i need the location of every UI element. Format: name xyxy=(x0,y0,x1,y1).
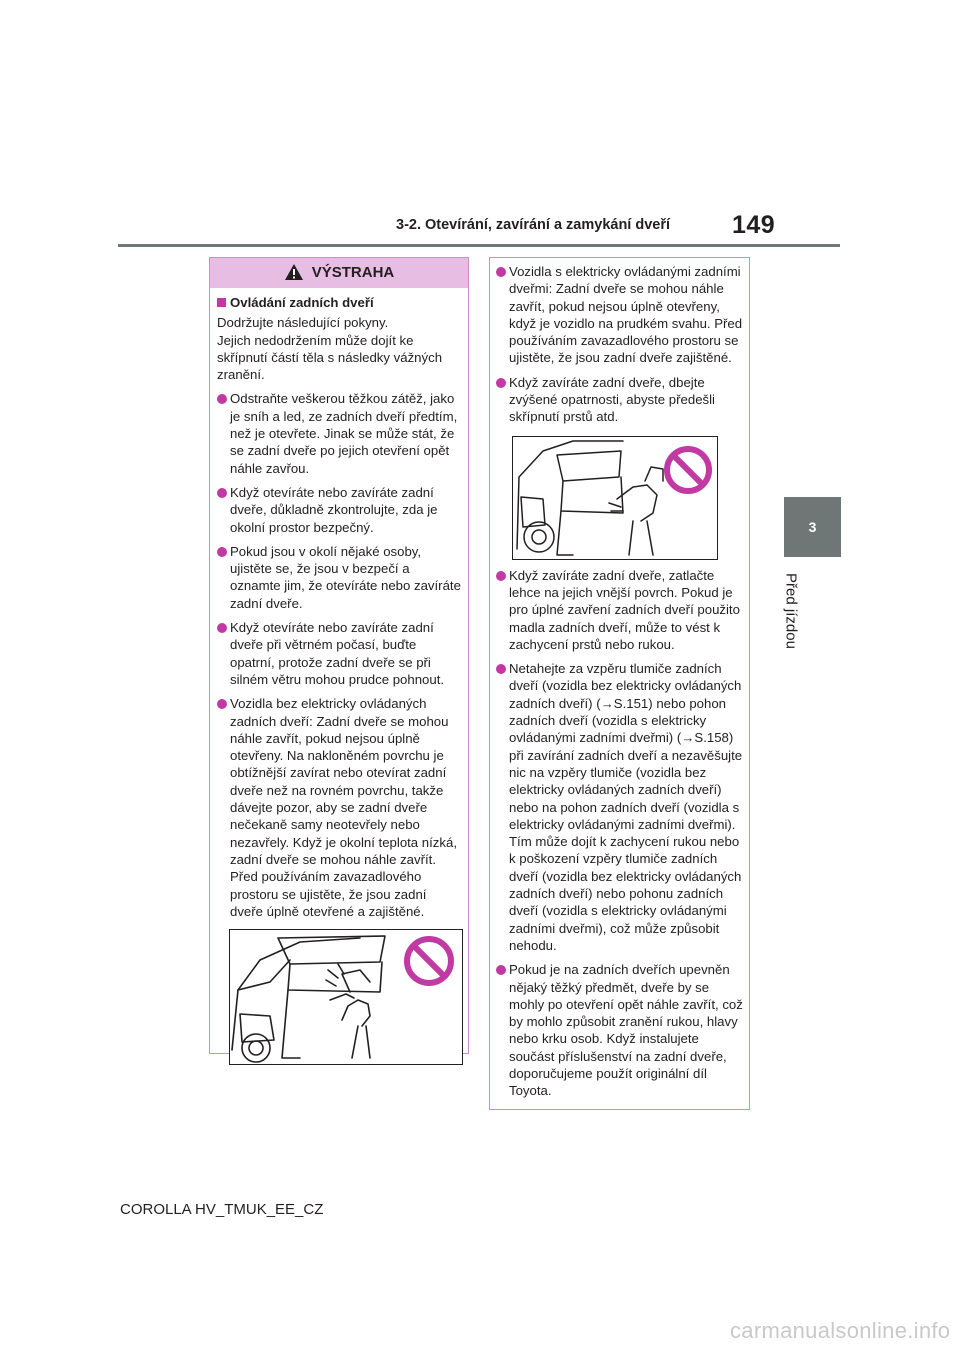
list-item-text: Odstraňte veškerou těžkou zátěž, jako je sníh a led, ze zadních dveří předtím, než je otevřete. Jinak se může stát, že se zadní dveře po jejich otevření opět náhle zavřou. xyxy=(230,391,458,476)
list-item xyxy=(496,660,744,954)
section-title: 3-2. Otevírání, zavírání a zamykání dveří xyxy=(396,217,671,233)
watermark: carmanualsonline.info xyxy=(730,1318,951,1343)
bullet-dot-icon xyxy=(217,394,227,404)
list-item-text: Když otevíráte nebo zavíráte zadní dveře při větrném počasí, buďte opatrní, protože zadní dveře se při silném větru mohou prudce pohnout. xyxy=(230,620,445,687)
car-tailgate-closing-illustration xyxy=(513,437,717,559)
warning-triangle-icon xyxy=(284,263,304,281)
bullet-dot-icon xyxy=(217,623,227,633)
car-tailgate-illustration xyxy=(230,930,462,1064)
bullet-dot-icon xyxy=(217,547,227,557)
bullet-dot-icon xyxy=(496,571,506,581)
list-item-text: Když otevíráte nebo zavíráte zadní dveře, důkladně zkontrolujte, zda je okolní prostor bezpečný. xyxy=(230,484,438,535)
list-item-text: Vozidla bez elektricky ovládaných zadních dveří: Zadní dveře se mohou náhle zavřít, pokud nejsou úplně otevřeny. Na nakloněném povrchu je obtížnější zavírat nebo otevírat zadní dveře než na rovném povrchu, takže dávejte pozor, aby se zadní dveře nečekaně samy neotevřely nebo nezavřely. Když je okolní teplota nízká, zadní dveře se mohou náhle zavřít. Před používáním zavazadlového prostoru se ujistěte, že jsou zadní dveře úplně otevřené a zajištěné. xyxy=(230,696,457,919)
chapter-number: 3 xyxy=(808,519,817,535)
bullet-dot-icon xyxy=(217,488,227,498)
list-item-text: Pokud je na zadních dveřích upevněn nějaký těžký předmět, dveře by se mohly po otevření opět náhle zavřít, což by mohlo způsobit zranění rukou, hlavy nebo krku osob. Když instalujete součást příslušenství na zadní dveře, doporučujeme použít originální díl Toyota. xyxy=(509,962,743,1099)
list-item xyxy=(496,374,744,426)
illustration-car-wind xyxy=(229,929,463,1065)
warning-title: VÝSTRAHA xyxy=(311,264,395,281)
bullet-dot-icon xyxy=(496,378,506,388)
bullet-dot-icon xyxy=(496,267,506,277)
list-item xyxy=(217,543,463,612)
intro-line-2: Jejich nedodržením může dojít ke skřípnutí částí těla s následky vážných zranění. xyxy=(217,332,443,383)
warning-box-left xyxy=(209,257,469,1054)
list-item xyxy=(217,695,463,920)
list-item xyxy=(496,567,744,653)
list-item xyxy=(496,263,744,367)
header-rule xyxy=(118,244,840,247)
bullet-dot-icon xyxy=(217,699,227,709)
warning-subheading xyxy=(217,294,463,311)
list-item xyxy=(217,484,463,536)
chapter-tab[interactable] xyxy=(784,497,841,557)
chapter-title xyxy=(776,566,806,656)
warning-header xyxy=(210,258,468,288)
list-item-text: Když zavíráte zadní dveře, dbejte zvýšené opatrnosti, abyste předešli skřípnutí prstů atd. xyxy=(509,374,715,425)
square-bullet-icon xyxy=(217,298,226,307)
bullet-dot-icon xyxy=(496,965,506,975)
list-item-text: Pokud jsou v okolí nějaké osoby, ujistěte se, že jsou v bezpečí a oznamte jim, že otevíráte nebo zavíráte zadní dveře. xyxy=(230,543,461,611)
list-item xyxy=(217,619,463,688)
bullet-dot-icon xyxy=(496,664,506,674)
list-item-text: Když zavíráte zadní dveře, zatlačte lehce na jejich vnější povrch. Pokud je pro úplné zavření zadních dveří použito madla zadních dveří, může to vést k zachycení prstů nebo rukou. xyxy=(509,567,740,652)
list-item-text: Vozidla s elektricky ovládanými zadními dveřmi: Zadní dveře se mohou náhle zavřít, pokud nejsou úplně otevřeny, když je vozidlo na prudkém svahu. Před používáním zavazadlového prostoru se ujistěte, že jsou zadní dveře zajištěné. xyxy=(509,264,743,366)
page-number: 149 xyxy=(732,211,776,239)
list-item xyxy=(217,390,463,476)
list-item xyxy=(496,961,744,1099)
subheading-text: Ovládání zadních dveří xyxy=(230,295,374,310)
chapter-title-text: Před jízdou xyxy=(782,573,800,649)
model-code: COROLLA HV_TMUK_EE_CZ xyxy=(120,1201,324,1218)
illustration-car-fingers xyxy=(512,436,718,560)
warning-box-right xyxy=(489,257,750,1110)
list-item-text: Netahejte za vzpěru tlumiče zadních dveří (vozidla bez elektricky ovládaných zadních dveří) (→S.151) nebo pohon zadních dveří (vozidla s elektricky ovládanými zadními dveřmi) (→S.158) při zavírání zadních dveří a nezavěšujte nic na vzpěry tlumiče (vozidla bez elektricky ovládaných zadních dveří) nebo na pohon zadních dveří (vozidla s elektricky ovládanými zadními dveřmi). Tím může dojít k zachycení rukou nebo k poškození vzpěry tlumiče zadních dveří (vozidla bez elektricky ovládaných zadních dveří) nebo pohonu zadních dveří (vozidla s elektricky ovládanými zadními dveřmi), což může způsobit nehodu. xyxy=(509,661,743,953)
intro-line-1: Dodržujte následující pokyny. xyxy=(217,315,389,331)
